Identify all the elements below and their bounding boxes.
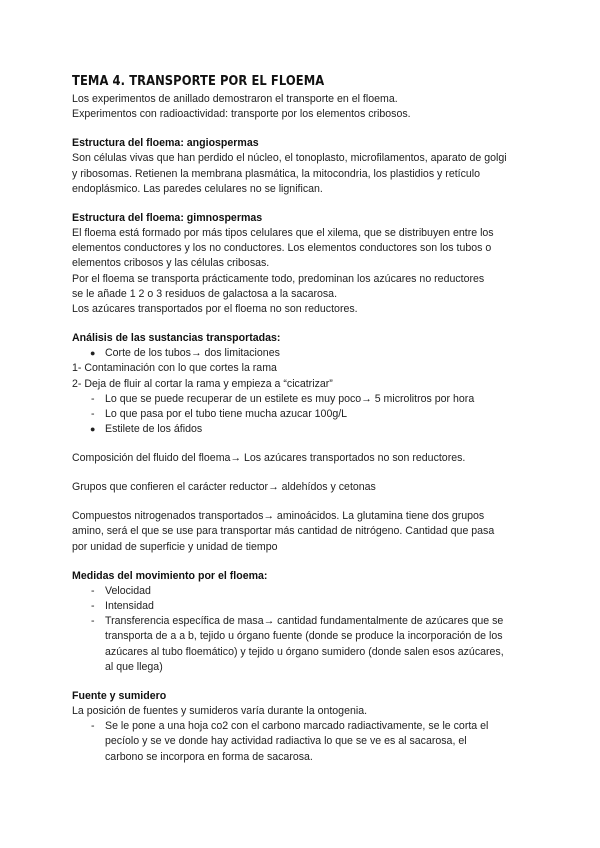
list-item-text: Velocidad [105,584,151,597]
dash-marker: - [91,720,95,733]
spacer [72,555,542,569]
angiospermas-heading: Estructura del floema: angiospermas [72,137,259,150]
document-title: TEMA 4. TRANSPORTE POR EL FLOEMA [72,74,325,89]
spacer [72,317,542,331]
gimnospermas-line-3: elementos cribosos y las células cribosas. [72,257,270,270]
list-item-text: Lo que pasa por el tubo tiene mucha azucar 100g/L [105,408,348,421]
analisis-bullet-list [72,346,542,361]
compuestos-line-3: por unidad de superficie y unidad de tiempo [72,540,278,553]
list-item [72,392,542,407]
fuente-dash-list [72,719,542,765]
list-item-text: carbono se incorpora en forma de sacarosa. [105,750,313,763]
bullet-marker: ● [90,424,96,435]
bullet-marker: ● [90,348,96,359]
gimnospermas-line-6: Los azúcares transportados por el floema no son reductores. [72,303,358,316]
list-item [72,719,542,765]
list-item-text: Transferencia específica de masa→ cantidad fundamentalmente de azúcares que se [105,615,504,628]
list-item [72,407,542,422]
list-item-text: Se le pone a una hoja co2 con el carbono marcado radiactivamente, se le corta el [105,720,489,733]
analisis-heading: Análisis de las sustancias transportadas: [72,332,281,345]
compuestos-line-2: amino, será el que se use para transportar más cantidad de nitrógeno. Cantidad que pasa [72,525,495,538]
gimnospermas-heading: Estructura del floema: gimnospermas [72,211,263,224]
list-item-text: Lo que se puede recuperar de un estilete es muy poco→ 5 microlitros por hora [105,392,475,405]
grupos-line: Grupos que confieren el carácter reductor→ aldehídos y cetonas [72,481,376,494]
analisis-dash-list [72,392,542,438]
fuente-line: La posición de fuentes y sumideros varía durante la ontogenia. [72,705,368,718]
gimnospermas-line-5: se le añade 1 2 o 3 residuos de galactosa a la sacarosa. [72,287,338,300]
numbered-line-1: 1- Contaminación con lo que cortes la rama [72,362,277,375]
spacer [72,466,542,480]
angiospermas-line-2: y ribosomas. Retienen la membrana plasmática, la mitocondria, los plastidios y retículo [72,167,481,180]
composicion-line: Composición del fluido del floema→ Los azúcares transportados no son reductores. [72,452,466,465]
intro-line-1: Los experimentos de anillado demostraron el transporte en el floema. [72,93,398,105]
spacer [72,675,542,689]
list-item [72,422,542,437]
list-item-text: Intensidad [105,600,154,613]
list-item-text: azúcares al tubo floemático) y tejido u órgano sumidero (donde salen esos azúcares, [105,645,504,658]
list-item-text: pecíolo y se ve donde hay actividad radiactiva lo que se ve es al sacarosa, el [105,735,467,748]
spacer [72,437,542,451]
list-item [72,599,542,614]
list-item-text: Estilete de los áfidos [105,423,203,436]
angiospermas-line-1: Son células vivas que han perdido el núcleo, el tonoplasto, microfilamentos, aparato de golgi [72,152,507,165]
gimnospermas-line-4: Por el floema se transporta prácticamente todo, predominan los azúcares no reductores [72,272,485,285]
list-item-text: Corte de los tubos→ dos limitaciones [105,347,280,360]
medidas-dash-list [72,584,542,675]
document-page [72,73,542,765]
dash-marker: - [91,584,95,597]
list-item-text: al que llega) [105,660,163,673]
list-item [72,584,542,599]
numbered-line-2: 2- Deja de fluir al cortar la rama y empieza a “cicatrizar” [72,377,333,390]
spacer [72,197,542,211]
list-item [72,346,542,361]
list-item [72,614,542,675]
spacer [72,495,542,509]
medidas-heading: Medidas del movimiento por el floema: [72,569,268,582]
compuestos-line-1: Compuestos nitrogenados transportados→ aminoácidos. La glutamina tiene dos grupos [72,510,485,523]
list-item-text: transporta de a a b, tejido u órgano fuente (donde se produce la incorporación de los [105,630,503,643]
fuente-heading: Fuente y sumidero [72,689,167,702]
intro-line-2: Experimentos con radioactividad: transporte por los elementos cribosos. [72,108,411,121]
gimnospermas-line-2: elementos conductores y los no conductores. Los elementos conductores son los tubos o [72,242,492,255]
angiospermas-line-3: endoplásmico. Las paredes celulares no se lignifican. [72,182,323,195]
dash-marker: - [91,600,95,613]
gimnospermas-line-1: El floema está formado por más tipos celulares que el xilema, que se distribuyen entre los [72,227,494,240]
spacer [72,122,542,136]
dash-marker: - [91,392,95,405]
dash-marker: - [91,408,95,421]
dash-marker: - [91,615,95,628]
